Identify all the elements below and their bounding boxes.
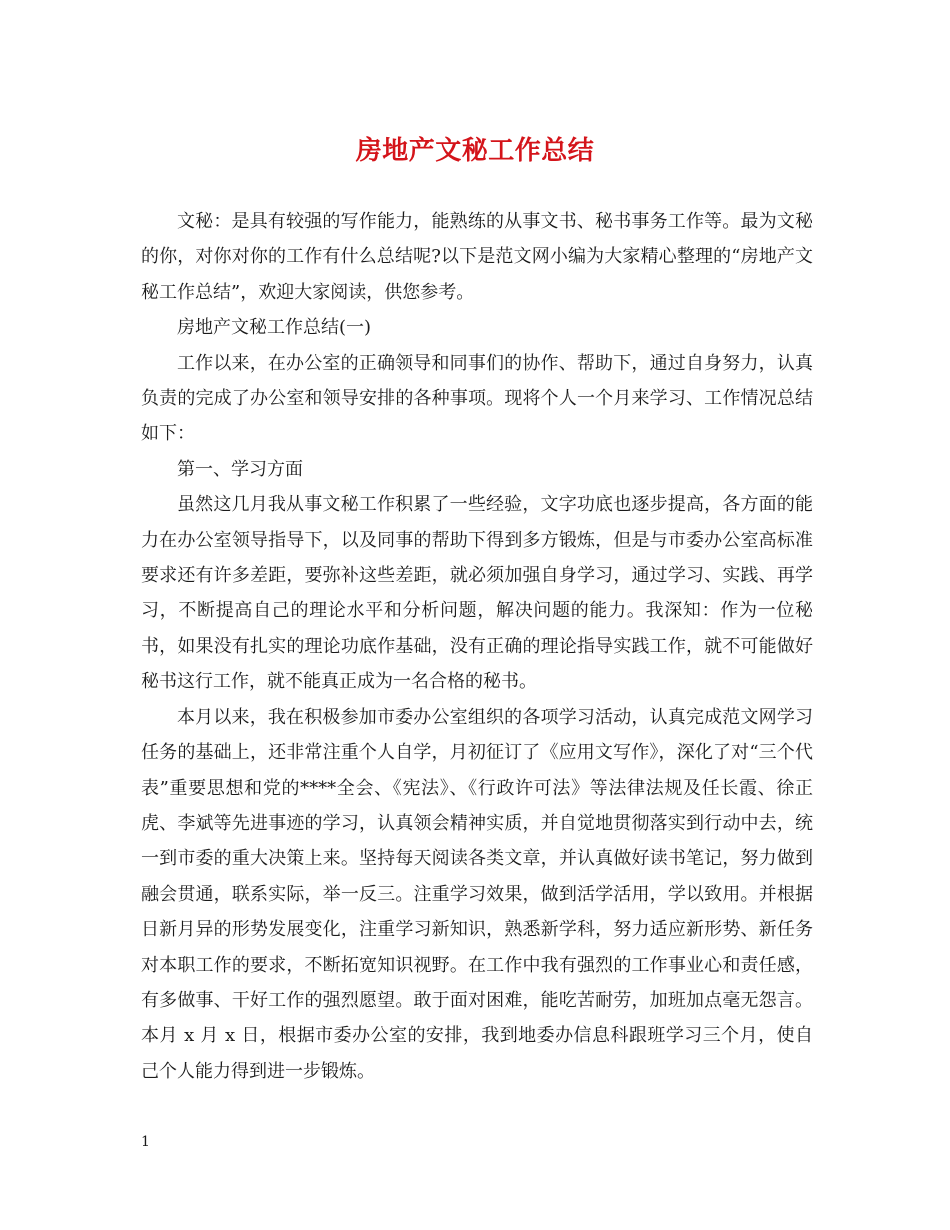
document-body <box>141 204 813 1089</box>
page-number: 1 <box>141 1134 150 1150</box>
subsection-heading: 第一、学习方面 <box>177 458 303 480</box>
intro-paragraph: 文秘：是具有较强的写作能力，能熟练的从事文书、秘书事务工作等。最为文秘的你，对你对你的工作有什么总结呢?以下是范文网小编为大家精心整理的“房地产文秘工作总结”，欢迎大家阅读，供您参考。 <box>141 211 813 303</box>
body-paragraph: 本月以来，我在积极参加市委办公室组织的各项学习活动，认真完成范文网学习任务的基础上，还非常注重个人自学，月初征订了《应用文写作》，深化了对“三个代表”重要思想和党的****全会、《宪法》、《行政许可法》等法律法规及任长霞、徐正虎、李斌等先进事迹的学习，认真领会精神实质，并自觉地贯彻落实到行动中去，统一到市委的重大决策上来。坚持每天阅读各类文章，并认真做好读书笔记，努力做到融会贯通，联系实际，举一反三。注重学习效果，做到活学活用，学以致用。并根据日新月异的形势发展变化，注重学习新知识，熟悉新学科，努力适应新形势、新任务对本职工作的要求，不断拓宽知识视野。在工作中我有强烈的工作事业心和责任感，有多做事、干好工作的强烈愿望。敢于面对困难，能吃苦耐劳，加班加点毫无怨言。本月 x 月 x 日，根据市委办公室的安排，我到地委办信息科跟班学习三个月，使自己个人能力得到进一步锻炼。 <box>141 706 813 1082</box>
section-heading: 房地产文秘工作总结(一) <box>177 317 372 339</box>
body-paragraph: 工作以来，在办公室的正确领导和同事们的协作、帮助下，通过自身努力，认真负责的完成了办公室和领导安排的各种事项。现将个人一个月来学习、工作情况总结如下： <box>141 352 813 445</box>
body-paragraph: 虽然这几月我从事文秘工作积累了一些经验，文字功底也逐步提高，各方面的能力在办公室领导指导下，以及同事的帮助下得到多方锻炼，但是与市委办公室高标准要求还有许多差距，要弥补这些差距，就必须加强自身学习，通过学习、实践、再学习，不断提高自己的理论水平和分析问题，解决问题的能力。我深知：作为一位秘书，如果没有扎实的理论功底作基础，没有正确的理论指导实践工作，就不可能做好秘书这行工作，就不能真正成为一名合格的秘书。 <box>141 494 813 693</box>
document-title: 房地产文秘工作总结 <box>355 136 595 166</box>
